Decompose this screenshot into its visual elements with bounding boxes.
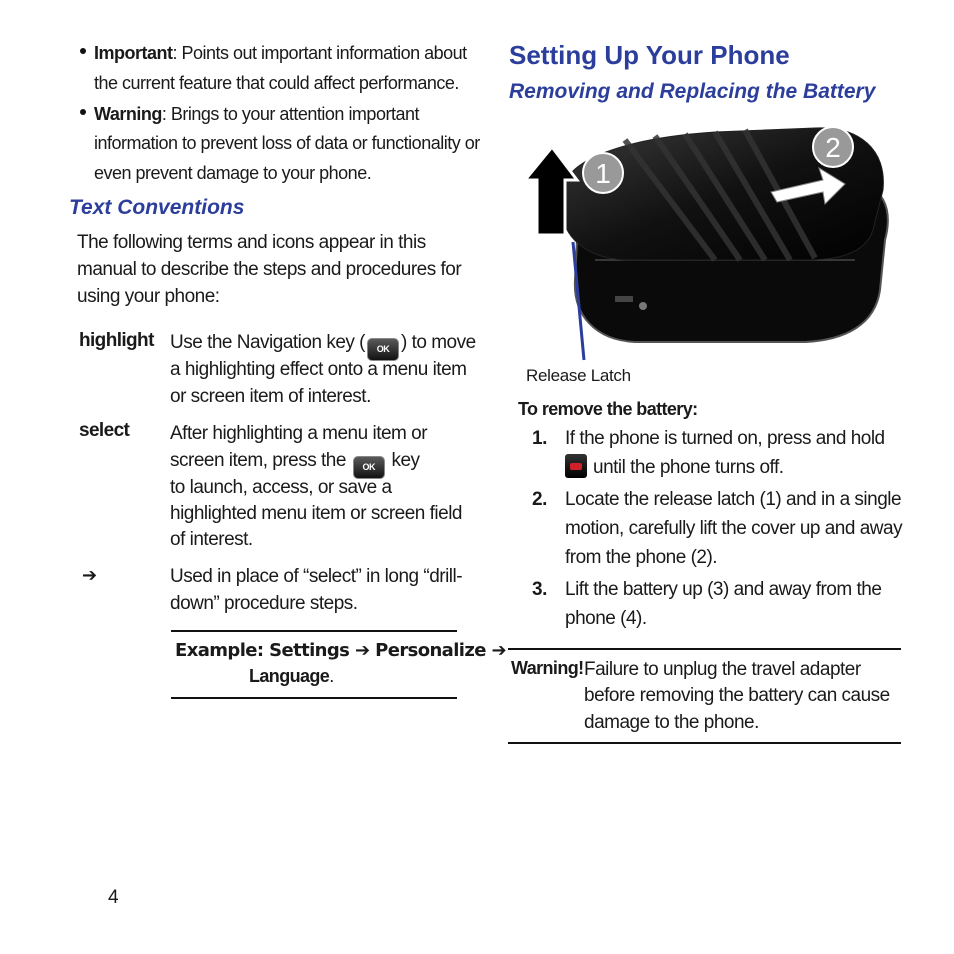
convention-text: a highlighting effect onto a menu item	[170, 359, 467, 380]
warning-text: before removing the battery can cause	[584, 685, 890, 706]
example-line	[249, 666, 334, 687]
page-title: Setting Up Your Phone	[509, 40, 790, 70]
callout-2-label: 2	[825, 132, 841, 163]
intro-line: The following terms and icons appear in this	[77, 232, 426, 253]
bullet-warning-cont: information to prevent loss of data or functionality or	[94, 133, 480, 153]
intro-line: manual to describe the steps and procedures for	[77, 259, 462, 280]
example-rule-top	[171, 630, 457, 632]
convention-text: of interest.	[170, 529, 253, 550]
ok-key-icon: OK	[367, 338, 399, 361]
callout-1-label: 1	[595, 158, 611, 189]
steps-heading: To remove the battery:	[518, 399, 698, 419]
important-term: Important	[94, 43, 173, 63]
example-line: Example: Settings ➔ Personalize ➔	[175, 640, 507, 661]
step-text: from the phone (2).	[565, 547, 718, 568]
phone-battery-illustration	[515, 110, 895, 365]
example-period: .	[329, 666, 334, 686]
convention-text: down” procedure steps.	[170, 593, 358, 614]
bullet-dot	[80, 109, 86, 115]
step-text-row	[565, 454, 784, 481]
convention-text: After highlighting a menu item or	[170, 423, 428, 444]
section-heading: Text Conventions	[69, 196, 245, 219]
convention-term: select	[79, 420, 130, 441]
page-subtitle: Removing and Replacing the Battery	[509, 80, 876, 103]
warning-text: Failure to unplug the travel adapter	[584, 659, 861, 680]
warning-label: Warning!	[511, 658, 584, 678]
convention-text: Used in place of “select” in long “drill-	[170, 566, 463, 587]
warning-text: damage to the phone.	[584, 712, 759, 733]
warning-term: Warning	[94, 104, 162, 124]
bullet-important	[94, 40, 467, 67]
step-text: Lift the battery up (3) and away from the	[565, 579, 882, 600]
convention-term: highlight	[79, 330, 154, 351]
convention-text: key	[391, 450, 420, 471]
end-key-icon	[565, 454, 587, 478]
step-text: phone (4).	[565, 608, 647, 629]
ok-key-icon: OK	[353, 456, 385, 479]
bullet-warning-cont: even prevent damage to your phone.	[94, 163, 372, 183]
warning-text: : Brings to your attention important	[161, 104, 419, 124]
step-number: 3.	[532, 579, 547, 600]
intro-line: using your phone:	[77, 286, 220, 307]
arrow-icon: ➔	[82, 565, 98, 586]
bullet-warning	[94, 101, 419, 128]
warning-rule-bottom	[508, 742, 901, 744]
step-text: until the phone turns off.	[593, 457, 784, 478]
convention-text: highlighted menu item or screen field	[170, 503, 463, 524]
convention-text: or screen item of interest.	[170, 386, 371, 407]
example-rule-bottom	[171, 697, 457, 699]
step-number: 1.	[532, 428, 547, 449]
example-target: Language	[249, 666, 330, 686]
step-text: If the phone is turned on, press and hold	[565, 428, 885, 449]
warning-rule-top	[508, 648, 901, 650]
convention-text: ) to move	[401, 332, 476, 353]
figure-caption: Release Latch	[526, 366, 631, 385]
convention-text: to launch, access, or save a	[170, 477, 392, 498]
convention-text: screen item, press the	[170, 450, 346, 471]
bullet-important-cont: the current feature that could affect performance.	[94, 73, 459, 93]
step-number: 2.	[532, 489, 547, 510]
important-text: : Points out important information about	[172, 43, 467, 63]
bullet-dot	[80, 48, 86, 54]
step-text: Locate the release latch (1) and in a single	[565, 489, 902, 510]
convention-text: Use the Navigation key (	[170, 332, 365, 353]
step-text: motion, carefully lift the cover up and away	[565, 518, 903, 539]
page-number: 4	[108, 887, 119, 908]
